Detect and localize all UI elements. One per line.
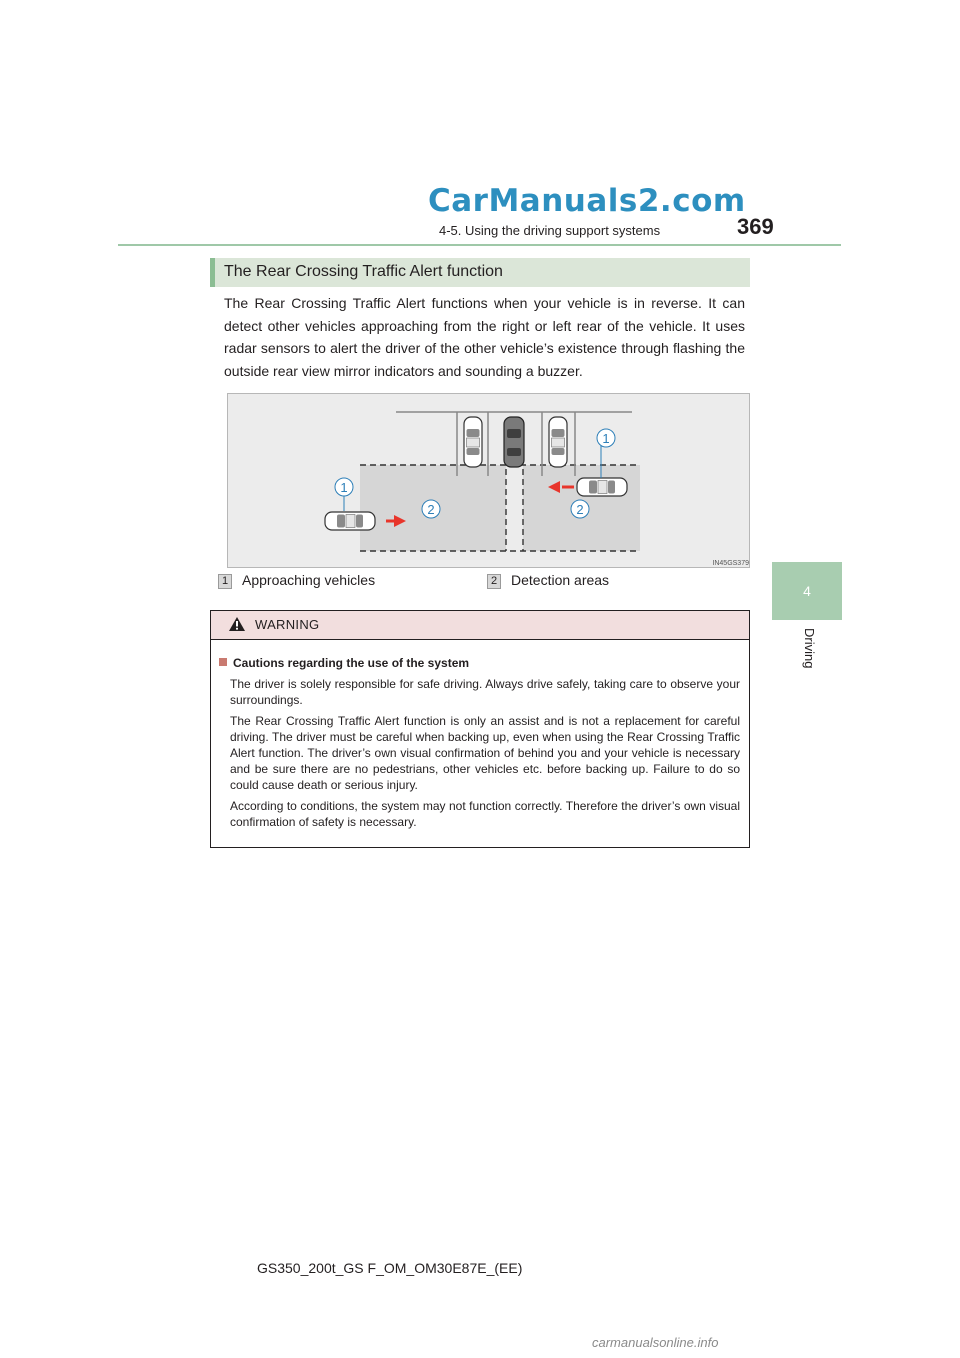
- footer-document-code: GS350_200t_GS F_OM_OM30E87E_(EE): [257, 1260, 523, 1276]
- chapter-number: 4: [803, 583, 811, 599]
- callout-number: 2: [576, 502, 584, 517]
- warning-subheading: [219, 656, 469, 670]
- watermark-footer: carmanualsonline.info: [592, 1335, 719, 1350]
- watermark-logo: CarManuals2.com: [428, 183, 746, 219]
- section-title: The Rear Crossing Traffic Alert function: [224, 263, 503, 280]
- warning-header: [211, 611, 749, 640]
- legend-label: Detection areas: [511, 572, 610, 588]
- warning-paragraph: The Rear Crossing Traffic Alert function is only an assist and is not a replacement for careful driving. The driver must be careful when backing up, even when using the Rear Crossing Traffic Alert function. The driver’s own visual confirmation of behind you and your vehicle is necessary and be sure there are no pedestrians, other vehicles etc. before backing up. Failure to do so could cause death or serious injury.: [230, 714, 740, 792]
- legend-label: Approaching vehicles: [242, 572, 376, 588]
- callout-number: 1: [602, 431, 610, 446]
- parked-car: [464, 417, 482, 467]
- legend-item-detection-areas: [487, 572, 609, 589]
- rcta-diagram-svg: [228, 394, 751, 569]
- header-section-title: 4-5. Using the driving support systems: [439, 223, 661, 238]
- parked-car: [549, 417, 567, 467]
- warning-title: WARNING: [255, 617, 320, 632]
- legend-item-approaching-vehicles: [218, 572, 375, 589]
- warning-triangle-icon: [228, 616, 246, 632]
- chapter-label: Driving: [802, 628, 817, 669]
- callout-1-left: [335, 478, 353, 496]
- legend-number: 1: [218, 574, 232, 589]
- section-heading-bar: [210, 258, 750, 287]
- warning-paragraph: According to conditions, the system may not function correctly. Therefore the driver’s own visual confirmation of safety is necessary.: [230, 799, 740, 829]
- warning-subheading-text: Cautions regarding the use of the system: [233, 656, 470, 670]
- chapter-tab: [772, 562, 842, 620]
- callout-number: 2: [427, 502, 435, 517]
- header-divider: [118, 244, 841, 246]
- approaching-vehicle-left: [325, 512, 375, 530]
- rcta-diagram: [227, 393, 750, 568]
- callout-2-left: [422, 500, 440, 518]
- page-number: 369: [737, 214, 774, 239]
- callout-number: 1: [340, 480, 348, 495]
- warning-paragraph: The driver is solely responsible for safe driving. Always drive safely, taking care to observe your surroundings.: [230, 677, 740, 707]
- intro-paragraph: The Rear Crossing Traffic Alert functions when your vehicle is in reverse. It can detect other vehicles approaching from the right or left rear of the vehicle. It uses radar sensors to alert the driver of the other vehicle’s existence through flashing the outside rear view mirror indicators and sounding a buzzer.: [224, 295, 745, 379]
- callout-2-right: [571, 500, 589, 518]
- warning-box: [210, 610, 750, 848]
- approaching-vehicle-right: [577, 478, 627, 496]
- bullet-square-icon: [219, 658, 227, 666]
- legend-number: 2: [487, 574, 501, 589]
- callout-1-right: [597, 429, 615, 447]
- figure-code: IN45GS379: [712, 560, 749, 567]
- own-vehicle: [504, 417, 524, 467]
